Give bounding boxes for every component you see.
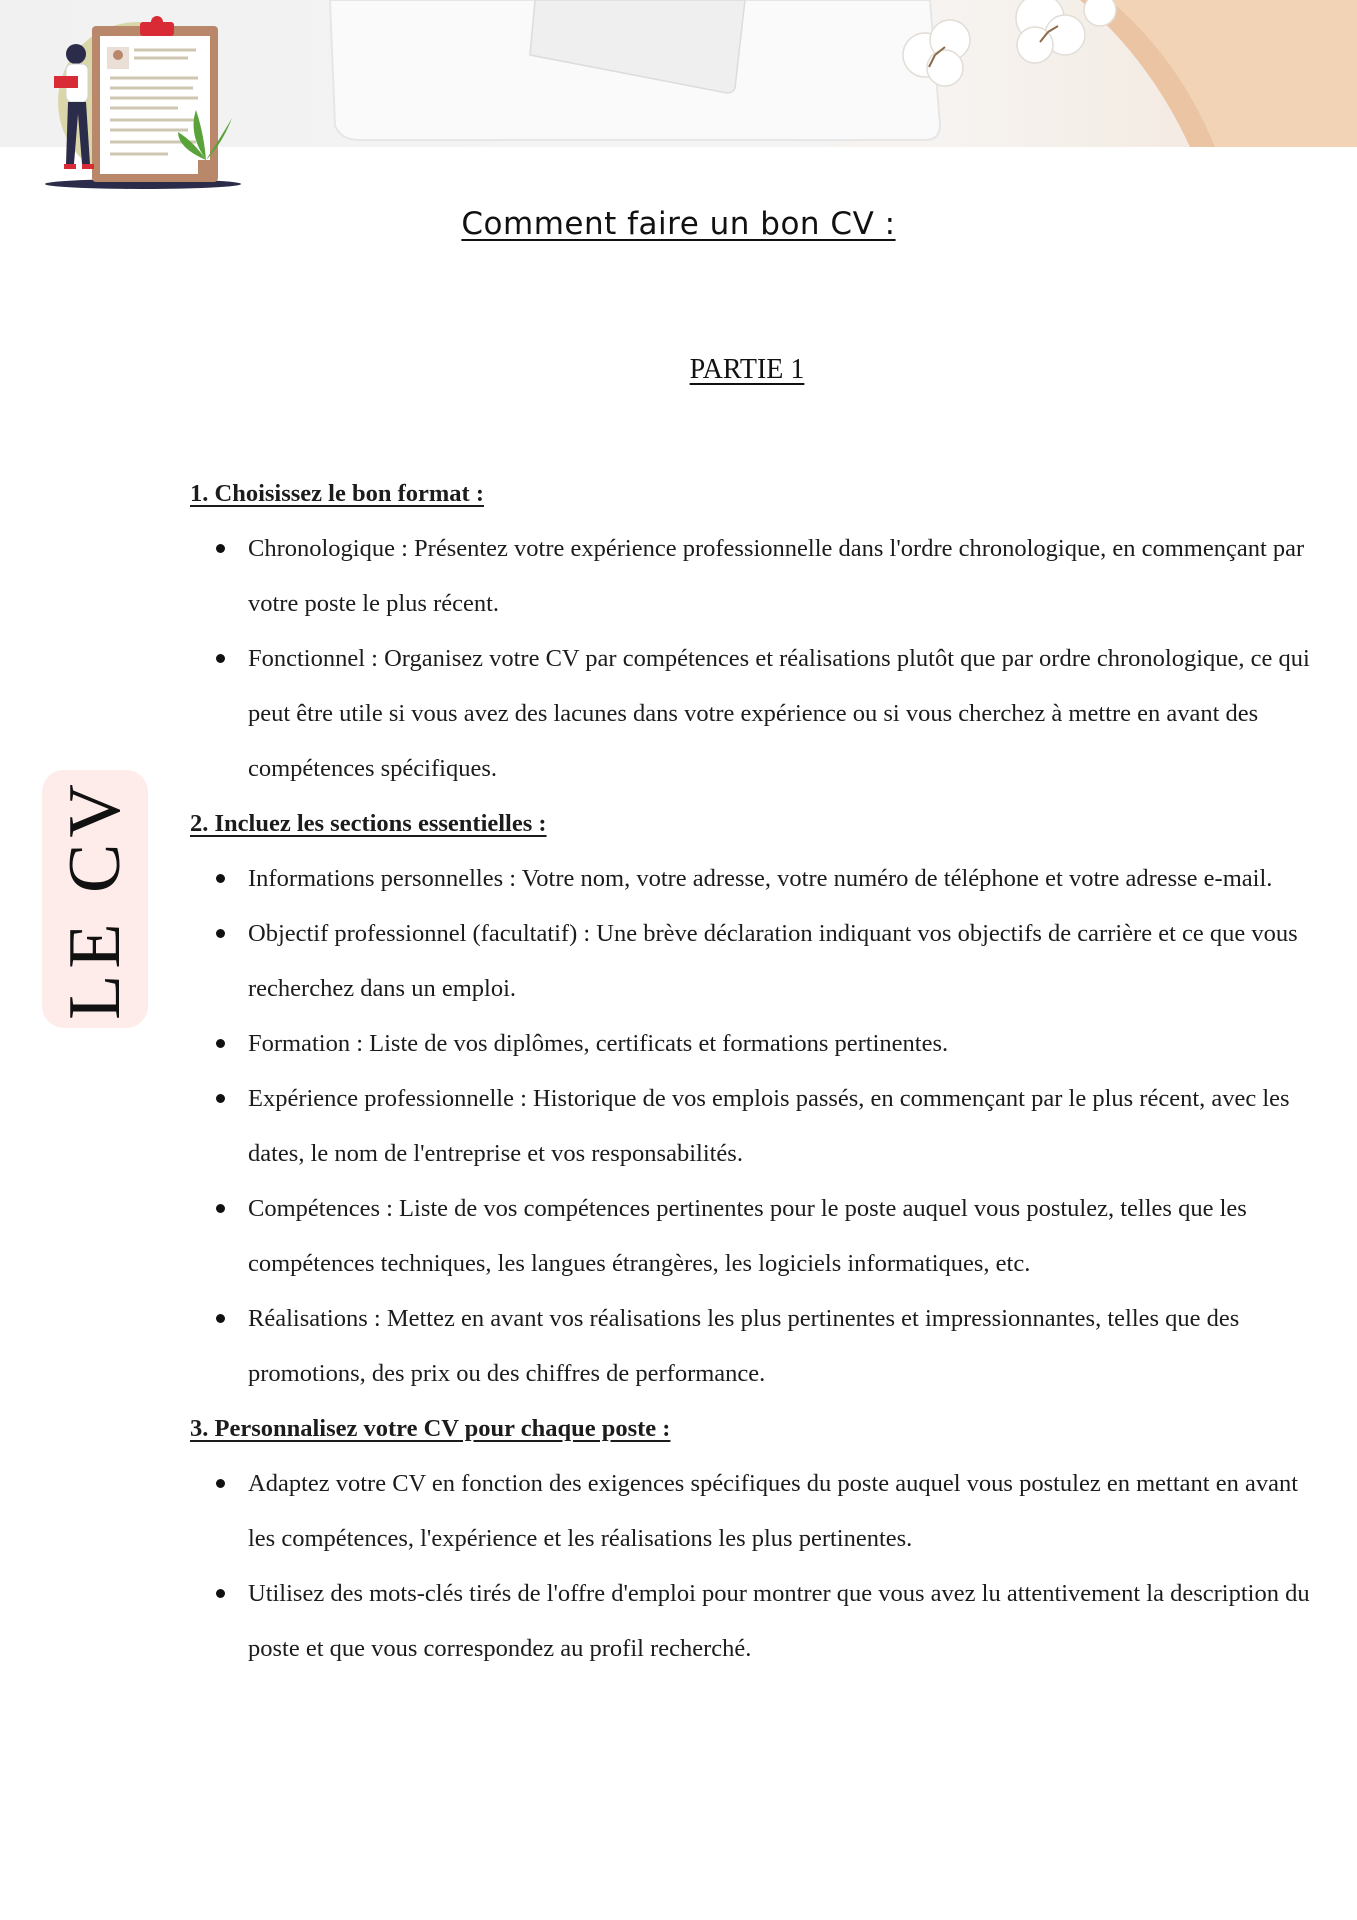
list-item: Fonctionnel : Organisez votre CV par compétences et réalisations plutôt que par ordre chronologique, ce qui peut être utile si vous avez des lacunes dans votre expérience ou si vous cherchez à mettre en avant des compétences spécifiques. [190,631,1320,796]
section-title: 3. Personnalisez votre CV pour chaque poste : [190,1415,671,1442]
bullet-list [190,1456,1320,1676]
cv-clipboard-illustration [28,14,248,194]
section-format [190,466,1320,796]
section-personalize [190,1401,1320,1676]
list-item: Formation : Liste de vos diplômes, certificats et formations pertinentes. [190,1016,1320,1071]
list-item: Adaptez votre CV en fonction des exigences spécifiques du poste auquel vous postulez en mettant en avant les compétences, l'expérience et les réalisations les plus pertinentes. [190,1456,1320,1566]
content [190,466,1320,1676]
side-tab-label: LE CV [54,778,136,1020]
side-tab [42,770,148,1028]
bullet-list [190,521,1320,796]
part-heading: PARTIE 1 [689,354,805,385]
list-item: Réalisations : Mettez en avant vos réalisations les plus pertinentes et impressionnantes, telles que des promotions, des prix ou des chiffres de performance. [190,1291,1320,1401]
page-title: Comment faire un bon CV : [461,206,896,242]
list-item: Chronologique : Présentez votre expérience professionnelle dans l'ordre chronologique, en commençant par votre poste le plus récent. [190,521,1320,631]
section-title: 1. Choisissez le bon format : [190,480,484,507]
list-item: Objectif professionnel (facultatif) : Une brève déclaration indiquant vos objectifs de carrière et ce que vous recherchez dans un emploi. [190,906,1320,1016]
list-item: Informations personnelles : Votre nom, votre adresse, votre numéro de téléphone et votre adresse e-mail. [190,851,1320,906]
list-item: Utilisez des mots-clés tirés de l'offre d'emploi pour montrer que vous avez lu attentivement la description du poste et que vous correspondez au profil recherché. [190,1566,1320,1676]
section-title: 2. Incluez les sections essentielles : [190,810,547,837]
bullet-list [190,851,1320,1401]
list-item: Expérience professionnelle : Historique de vos emplois passés, en commençant par le plus récent, avec les dates, le nom de l'entreprise et vos responsabilités. [190,1071,1320,1181]
section-essentials [190,796,1320,1401]
list-item: Compétences : Liste de vos compétences pertinentes pour le poste auquel vous postulez, telles que les compétences techniques, les langues étrangères, les logiciels informatiques, etc. [190,1181,1320,1291]
